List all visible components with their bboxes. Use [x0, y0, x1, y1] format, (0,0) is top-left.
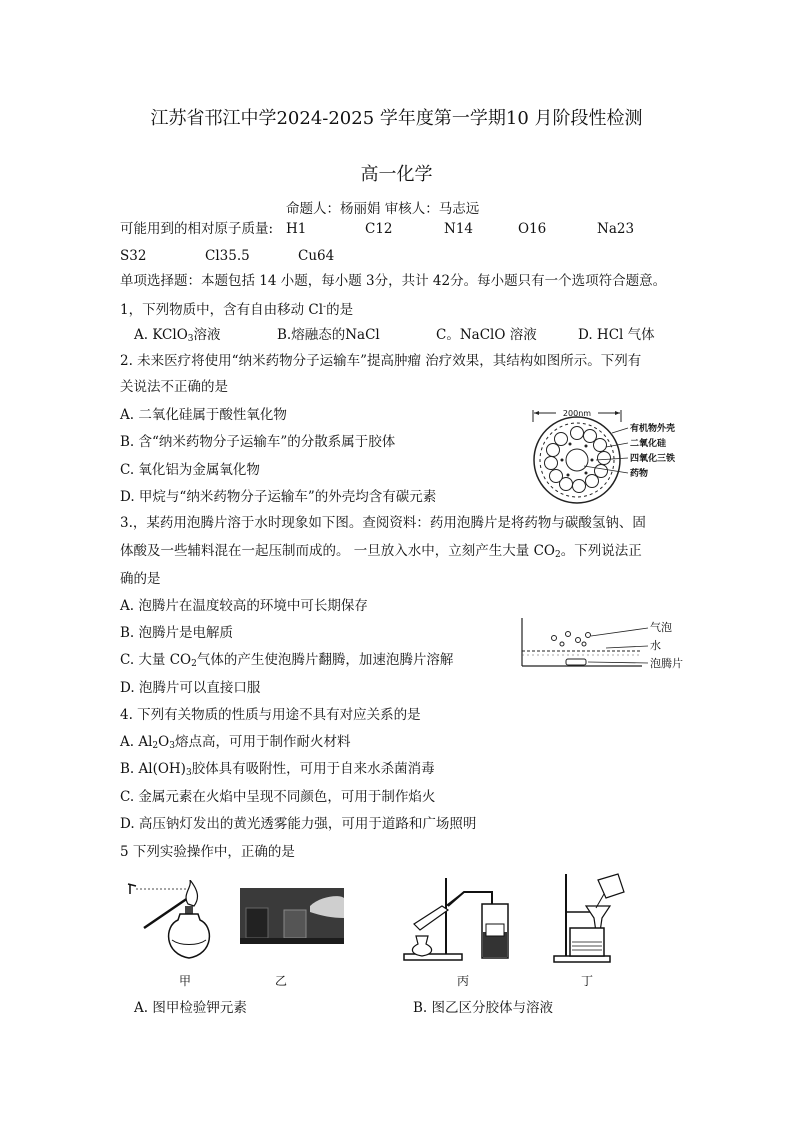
dimension-arrow-right: [615, 411, 620, 415]
atomic-mass-s: S32: [120, 248, 147, 264]
q3-option-a: A. 泡腾片在温度较高的环境中可长期保存: [120, 598, 368, 614]
figure-label-ding: 丁: [581, 974, 594, 988]
test-tube: [414, 906, 448, 930]
stand-base: [554, 956, 610, 962]
dimension-arrow-left: [534, 411, 539, 415]
q3-option-b: B. 泡腾片是电解质: [120, 625, 234, 641]
atomic-mass-c: C12: [365, 221, 393, 237]
q2-stem-line1: 2. 未来医疗将使用“纳米药物分子运输车”提高肿瘤 治疗效果，其结构如图所示。下列有: [120, 353, 642, 369]
label-bubble: 气泡: [650, 621, 672, 634]
q1-option-b: B.熔融态的NaCl: [277, 327, 380, 343]
section-instructions: 单项选择题：本题包括 14 小题，每小题 3分，共计 42分。每小题只有一个选项符合题意。: [120, 273, 667, 289]
photo-table: [240, 938, 344, 944]
lamp-wick: [185, 906, 193, 914]
q3-option-d: D. 泡腾片可以直接口服: [120, 680, 261, 696]
leader-tablet: [588, 662, 648, 663]
q4-option-d: D. 高压钠灯发出的黄光透雾能力强，可用于道路和广场照明: [120, 816, 477, 832]
label-organic-shell: 有机物外壳: [630, 424, 676, 434]
beaker-right: [284, 910, 306, 938]
width-label: 200nm: [562, 409, 592, 418]
figure-bing-apparatus: [402, 874, 520, 964]
flame: [186, 880, 197, 906]
q3-stem-line2: 体酸及一些辅料混在一起压制而成的。 一旦放入水中，立刻产生大量 $CO_2$。下列说法正: [120, 543, 642, 560]
atomic-mass-label: 可能用到的相对原子质量:: [120, 221, 274, 237]
effervescent-figure: [516, 614, 692, 674]
q4-stem: 4. 下列有关物质的性质与用途不具有对应关系的是: [120, 707, 421, 723]
label-silica: 二氧化硅: [630, 439, 667, 449]
label-iron-oxide: 四氧化三铁: [630, 454, 676, 464]
q1-option-a: A. KClO$_3$溶液: [134, 327, 221, 344]
leader-bubble: [591, 628, 648, 636]
small-tube: [486, 924, 504, 936]
q3-stem-line3: 确的是: [120, 571, 161, 587]
q1-stem: 1，下列物质中，含有自由移动 Cl-的是: [120, 302, 354, 318]
figure-label-jia: 甲: [179, 974, 192, 988]
leader-shell: [612, 428, 628, 433]
atomic-mass-h: H1: [286, 221, 307, 237]
drug-core: [566, 449, 588, 471]
figure-ding-filtration: [548, 872, 628, 964]
q2-option-d: D. 甲烷与“纳米药物分子运输车”的外壳均含有碳元素: [120, 489, 437, 505]
atomic-mass-o: O16: [518, 221, 547, 237]
bubbles: [552, 632, 591, 647]
q4-option-c: C. 金属元素在火焰中呈现不同颜色，可用于制作焰火: [120, 789, 436, 805]
pouring-beaker: [598, 874, 624, 898]
q3-option-c: C. 大量 $CO_2$气体的产生使泡腾片翻腾，加速泡腾片溶解: [120, 652, 454, 669]
exam-title: 江苏省邗江中学2024-2025 学年度第一学期10 月阶段性检测: [150, 108, 643, 129]
stand-base: [404, 954, 462, 960]
figure-jia-flame-test: [122, 880, 212, 964]
label-water: 水: [650, 639, 661, 652]
figure-label-bing: 丙: [457, 974, 470, 988]
q1-option-d: D. HCl 气体: [578, 327, 655, 343]
q4-option-a: A. $Al_2O_3$熔点高，可用于制作耐火材料: [120, 734, 351, 751]
q2-option-a: A. 二氧化硅属于酸性氧化物: [120, 407, 287, 423]
atomic-mass-cu: Cu64: [298, 248, 335, 264]
atomic-mass-na: Na23: [597, 221, 635, 237]
nanoparticle-figure: [526, 400, 696, 504]
figure-label-yi: 乙: [275, 974, 288, 988]
q2-option-c: C. 氧化铝为金属氧化物: [120, 462, 260, 478]
label-drug: 药物: [630, 469, 649, 479]
leader-water: [606, 646, 648, 648]
q2-stem-line2: 关说法不正确的是: [120, 379, 228, 395]
q2-option-b: B. 含“纳米药物分子运输车”的分散系属于胶体: [120, 434, 396, 450]
q5-option-a: A. 图甲检验钾元素: [134, 1000, 247, 1016]
subject-title: 高一化学: [360, 164, 433, 185]
authors-line: 命题人：杨丽娟 审核人：马志远: [286, 201, 480, 217]
q3-stem-line1: 3.，某药用泡腾片溶于水时现象如下图。查阅资料：药用泡腾片是将药物与碳酸氢钠、固: [120, 515, 646, 531]
q5-option-b: B. 图乙区分胶体与溶液: [413, 1000, 554, 1016]
label-tablet: 泡腾片: [650, 657, 683, 670]
figure-yi-photo: [240, 888, 344, 944]
tablet: [566, 659, 586, 665]
q4-option-b: B. $Al(OH)_3$胶体具有吸附性，可用于自来水杀菌消毒: [120, 761, 435, 778]
eye-icon: [128, 884, 136, 894]
alcohol-lamp: [169, 914, 210, 958]
q1-option-c: C。NaClO 溶液: [436, 327, 537, 343]
atomic-mass-n: N14: [444, 221, 473, 237]
beaker-left: [246, 908, 268, 938]
q5-stem: 5 下列实验操作中，正确的是: [120, 844, 295, 860]
burner: [412, 936, 431, 956]
atomic-mass-cl: Cl35.5: [205, 248, 250, 264]
